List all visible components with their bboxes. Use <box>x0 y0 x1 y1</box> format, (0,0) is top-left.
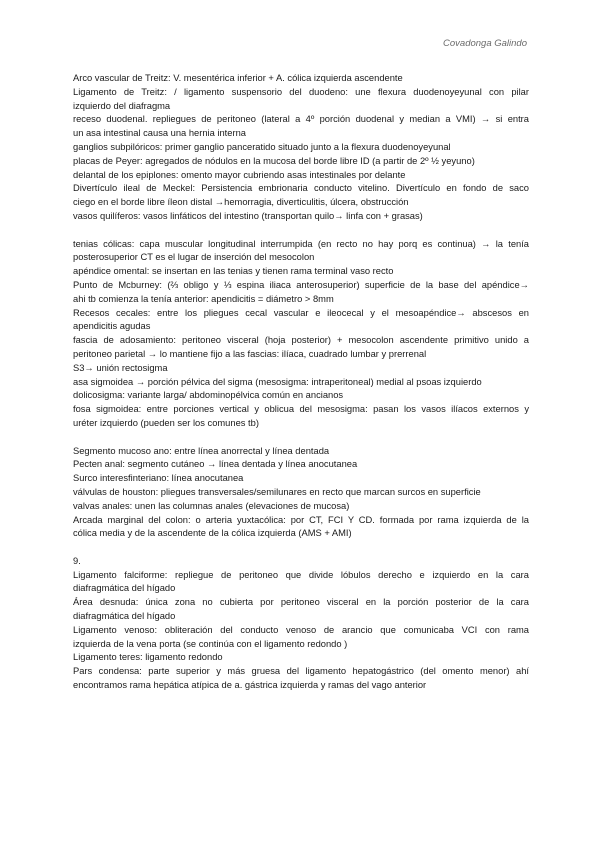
text-line: delantal de los epiplones: omento mayor cubriendo asas intestinales por delante <box>73 169 406 180</box>
text-line: fosa sigmoidea: entre porciones vertical y oblicua del mesosigma: pasan los vasos ilíacos externos y <box>73 404 529 415</box>
text-line: izquierdo del diafragma <box>73 100 171 111</box>
text-line: vasos quilíferos: vasos linfáticos del intestino (transportan quilo→ linfa con + grasas) <box>73 210 423 221</box>
text-line: dolicosigma: variante larga/ abdominopélvica común en ancianos <box>73 390 344 401</box>
text-line: 9. <box>73 555 81 566</box>
text-line: uréter izquierdo (pueden ser los comunes tb) <box>73 417 259 428</box>
text-line: Área desnuda: única zona no cubierta por peritoneo visceral en la porción posterior de la cara <box>73 597 529 608</box>
text-line: placas de Peyer: agregados de nódulos en la mucosa del borde libre ID (a partir de 2º ½ yeyuno) <box>73 155 475 166</box>
text-line: ciego en el borde libre íleon distal →hemorragia, diverticulitis, úlcera, obstrucción <box>73 197 409 208</box>
text-line: receso duodenal. repliegues de peritoneo (lateral a 4º porción duodenal y median a VMI) → si entra <box>73 114 529 125</box>
text-line: Ligamento teres: ligamento redondo <box>73 652 223 663</box>
text-line: válvulas de houston: pliegues transversales/semilunares en recto que marcan surcos en superficie <box>73 486 481 497</box>
text-line: Segmento mucoso ano: entre línea anorrectal y línea dentada <box>73 445 330 456</box>
text-line: ganglios subpilóricos: primer ganglio panceratido situado junto a la flexura duodenoyeyunal <box>73 141 451 152</box>
text-line: diafragmática del hígado <box>73 583 176 594</box>
text-line: Ligamento venoso: obliteración del conducto venoso de arancio que comunicaba VCI con rama <box>73 624 529 635</box>
blank-line <box>73 541 529 555</box>
text-line: tenias cólicas: capa muscular longitudinal interrumpida (en recto no hay porq es continua) → la tenía <box>73 238 529 249</box>
text-line: posterosuperior CT es el lugar de inserción del mesocolon <box>73 252 315 263</box>
text-line: Ligamento falciforme: repliegue de peritoneo que divide lóbulos derecho e izquierdo en la cara <box>73 569 529 580</box>
text-line: Arcada marginal del colon: o arteria yuxtacólica: por CT, FCI Y CD. formada por rama izquierda de la <box>73 514 529 525</box>
text-line: Pars condensa: parte superior y más gruesa del ligamento hepatogástrico (del omento menor) ahí <box>73 666 529 677</box>
text-line: Pecten anal: segmento cutáneo → línea dentada y línea anocutanea <box>73 459 358 470</box>
text-line: cólica media y de la ascendente de la cólica izquierda (AMS + AMI) <box>73 528 352 539</box>
text-line: Divertículo ileal de Meckel: Persistencia embrionaria conducto vitelino. Divertículo en fondo de saco <box>73 183 529 194</box>
text-line: Surco interesfinteriano: línea anocutanea <box>73 473 244 484</box>
text-line: peritoneo parietal → lo mantiene fijo a las fascias: ilíaca, cuadrado lumbar y prerrenal <box>73 348 427 359</box>
text-line: diafragmática del hígado <box>73 611 176 622</box>
text-line: fascia de adosamiento: peritoneo visceral (hoja posterior) + mesocolon ascendente primitivo unido a <box>73 335 529 346</box>
text-line: Arco vascular de Treitz: V. mesentérica inferior + A. cólica izquierda ascendente <box>73 73 403 83</box>
text-line: encontramos rama hepática atípica de a. gástrica izquierda y ramas del vago anterior <box>73 680 427 691</box>
blank-line <box>73 224 529 238</box>
text-line: S3→ unión rectosigma <box>73 362 168 373</box>
text-line: Recesos cecales: entre los pliegues cecal vascular e ileocecal y el mesoapéndice→ abscesos en <box>73 307 529 318</box>
text-line: izquierda de la vena porta (se continúa con el ligamento redondo ) <box>73 638 348 649</box>
text-line: ahi tb comienza la tenía anterior: apendicitis = diámetro > 8mm <box>73 293 334 304</box>
text-line: valvas anales: unen las columnas anales (elevaciones de mucosa) <box>73 500 350 511</box>
notes-body <box>73 72 529 693</box>
text-line: Ligamento de Treitz: / ligamento suspensorio del duodeno: une flexura duodenoyeyunal con pilar <box>73 86 529 97</box>
text-line: asa sigmoidea → porción pélvica del sigma (mesosigma: intraperitoneal) medial al psoas izquierdo <box>73 376 482 387</box>
text-line: Punto de Mcburney: (⅔ obligo y ⅓ espina iliaca anterosuperior) superficie de la base del apéndice→ <box>73 279 529 290</box>
text-line: un asa intestinal causa una hernia interna <box>73 128 246 139</box>
header-author: Covadonga Galindo <box>443 38 527 49</box>
blank-line <box>73 431 529 445</box>
text-line: apendicitis agudas <box>73 321 151 332</box>
text-line: apéndice omental: se insertan en las tenias y tienen rama terminal vaso recto <box>73 266 394 277</box>
